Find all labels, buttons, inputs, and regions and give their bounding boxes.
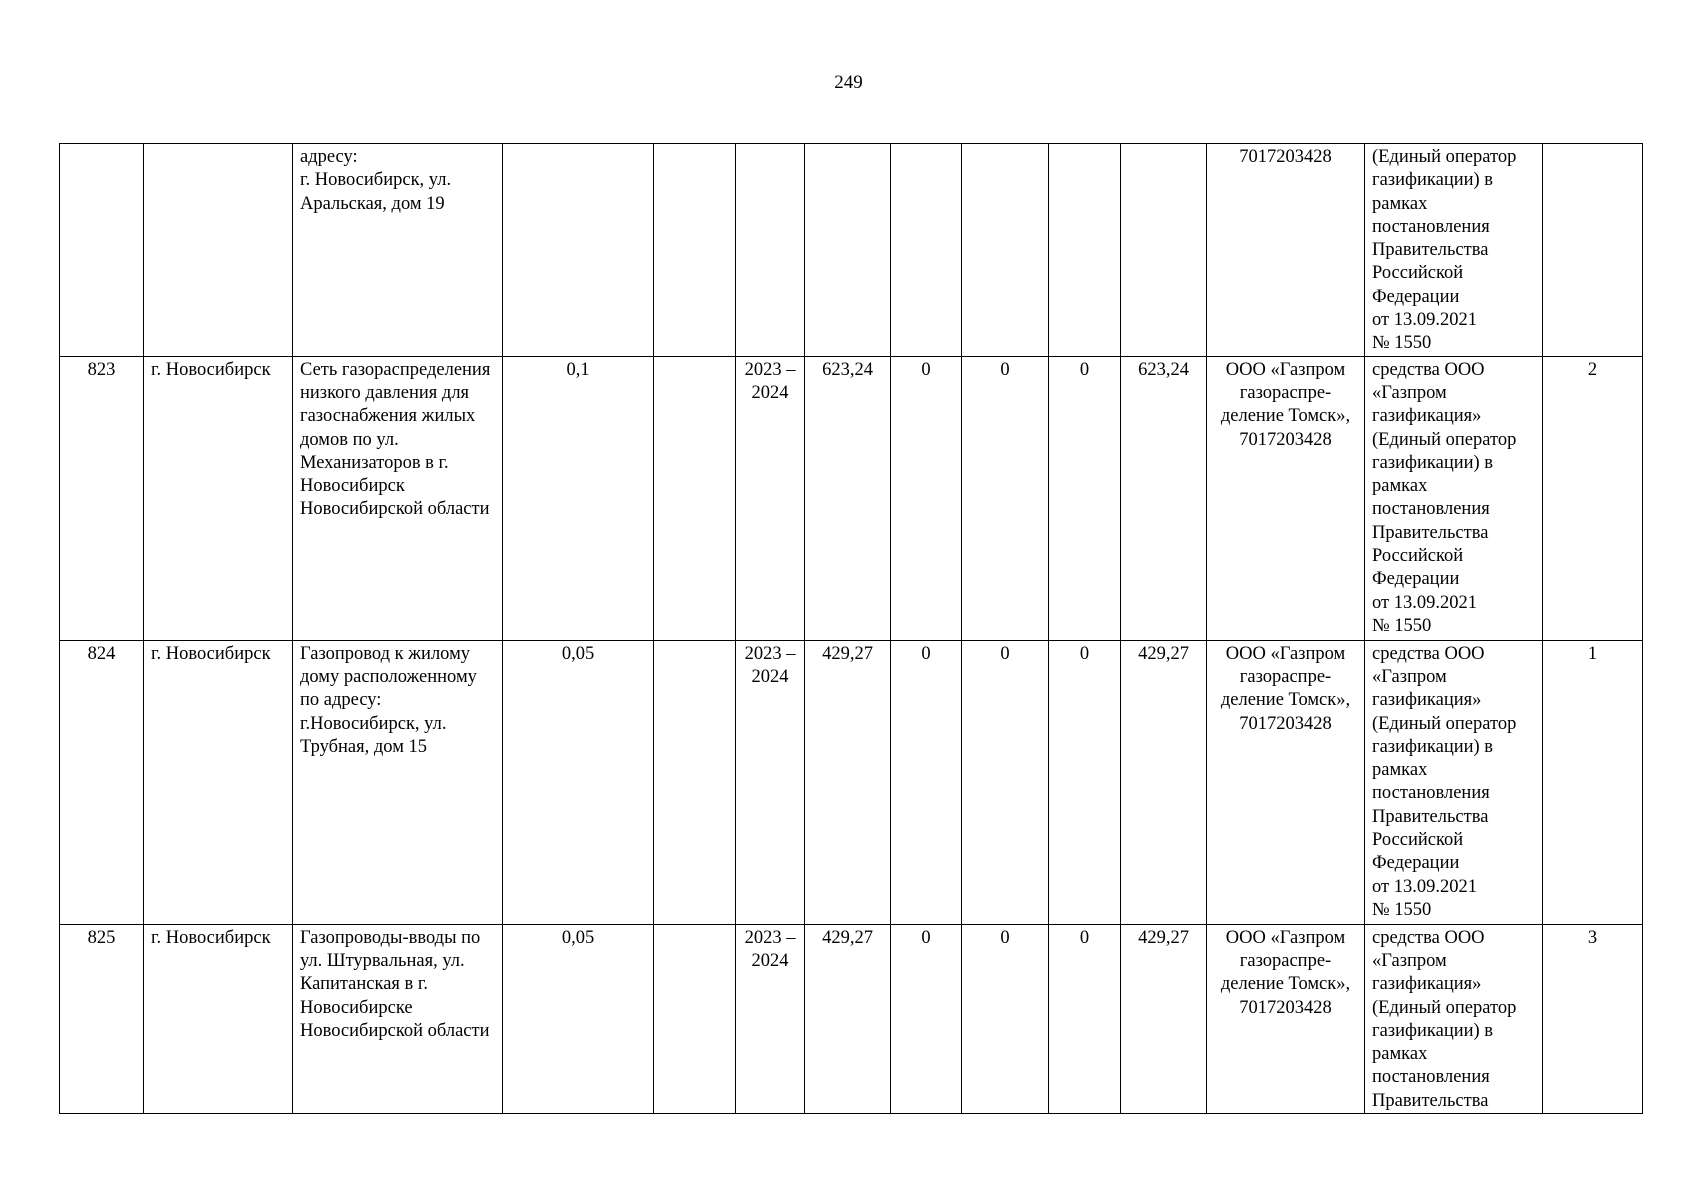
cell-number: 824	[60, 640, 144, 924]
cell-empty	[654, 356, 736, 640]
cell-total: 429,27	[805, 924, 891, 1113]
cell-locality: г. Новосибирск	[144, 640, 293, 924]
cell-funding-source: (Единый оператор газификации) в рамках постановления Правительства Российской Федерации от 13.09.2021 № 1550	[1365, 144, 1543, 357]
cell-last	[1543, 144, 1643, 357]
cell-length: 0,05	[503, 924, 654, 1113]
cell-funding-source: средства ООО «Газпром газификация» (Единый оператор газификации) в рамках постановления Правительства Российской Федерации от 13.09.2021 № 1550	[1365, 356, 1543, 640]
cell-object-name: адресу: г. Новосибирск, ул. Аральская, дом 19	[293, 144, 503, 357]
cell-value-2	[962, 144, 1049, 357]
cell-number: 825	[60, 924, 144, 1113]
cell-funding-source: средства ООО «Газпром газификация» (Единый оператор газификации) в рамках постановления Правительства Российской Федерации от 13.09.2021 № 1550	[1365, 640, 1543, 924]
cell-value-4: 429,27	[1121, 924, 1207, 1113]
cell-locality: г. Новосибирск	[144, 356, 293, 640]
cell-value-3	[1049, 144, 1121, 357]
cell-value-1	[891, 144, 962, 357]
cell-value-4	[1121, 144, 1207, 357]
cell-last: 3	[1543, 924, 1643, 1113]
cell-value-1: 0	[891, 924, 962, 1113]
cell-period: 2023 – 2024	[736, 640, 805, 924]
cell-object-name: Газопроводы-вводы по ул. Штурвальная, ул. Капитанская в г. Новосибирске Новосибирской области	[293, 924, 503, 1113]
cell-organization: 7017203428	[1207, 144, 1365, 357]
cell-value-3: 0	[1049, 356, 1121, 640]
cell-value-1: 0	[891, 356, 962, 640]
page-number: 249	[834, 72, 863, 93]
table-row	[60, 640, 1643, 924]
cell-number: 823	[60, 356, 144, 640]
cell-period	[736, 144, 805, 357]
cell-organization: ООО «Газпром газораспре- деление Томск», 7017203428	[1207, 640, 1365, 924]
cell-value-2: 0	[962, 924, 1049, 1113]
table-row	[60, 924, 1643, 1113]
cell-value-2: 0	[962, 356, 1049, 640]
table-row	[60, 356, 1643, 640]
cell-length	[503, 144, 654, 357]
cell-last: 1	[1543, 640, 1643, 924]
cell-object-name: Газопровод к жилому дому расположенному по адресу: г.Новосибирск, ул. Трубная, дом 15	[293, 640, 503, 924]
cell-length: 0,05	[503, 640, 654, 924]
cell-value-3: 0	[1049, 924, 1121, 1113]
cell-number	[60, 144, 144, 357]
cell-value-4: 623,24	[1121, 356, 1207, 640]
cell-empty	[654, 640, 736, 924]
cell-empty	[654, 144, 736, 357]
cell-value-4: 429,27	[1121, 640, 1207, 924]
cell-value-3: 0	[1049, 640, 1121, 924]
cell-organization: ООО «Газпром газораспре- деление Томск», 7017203428	[1207, 924, 1365, 1113]
cell-period: 2023 – 2024	[736, 924, 805, 1113]
cell-funding-source: средства ООО «Газпром газификация» (Единый оператор газификации) в рамках постановления Правительства	[1365, 924, 1543, 1113]
cell-value-1: 0	[891, 640, 962, 924]
cell-last: 2	[1543, 356, 1643, 640]
cell-empty	[654, 924, 736, 1113]
cell-locality: г. Новосибирск	[144, 924, 293, 1113]
cell-period: 2023 – 2024	[736, 356, 805, 640]
cell-length: 0,1	[503, 356, 654, 640]
cell-total: 623,24	[805, 356, 891, 640]
cell-object-name: Сеть газораспределения низкого давления для газоснабжения жилых домов по ул. Механизаторов в г. Новосибирск Новосибирской области	[293, 356, 503, 640]
data-table	[59, 143, 1643, 1114]
cell-organization: ООО «Газпром газораспре- деление Томск», 7017203428	[1207, 356, 1365, 640]
cell-locality	[144, 144, 293, 357]
cell-total	[805, 144, 891, 357]
cell-value-2: 0	[962, 640, 1049, 924]
cell-total: 429,27	[805, 640, 891, 924]
table-row	[60, 144, 1643, 357]
